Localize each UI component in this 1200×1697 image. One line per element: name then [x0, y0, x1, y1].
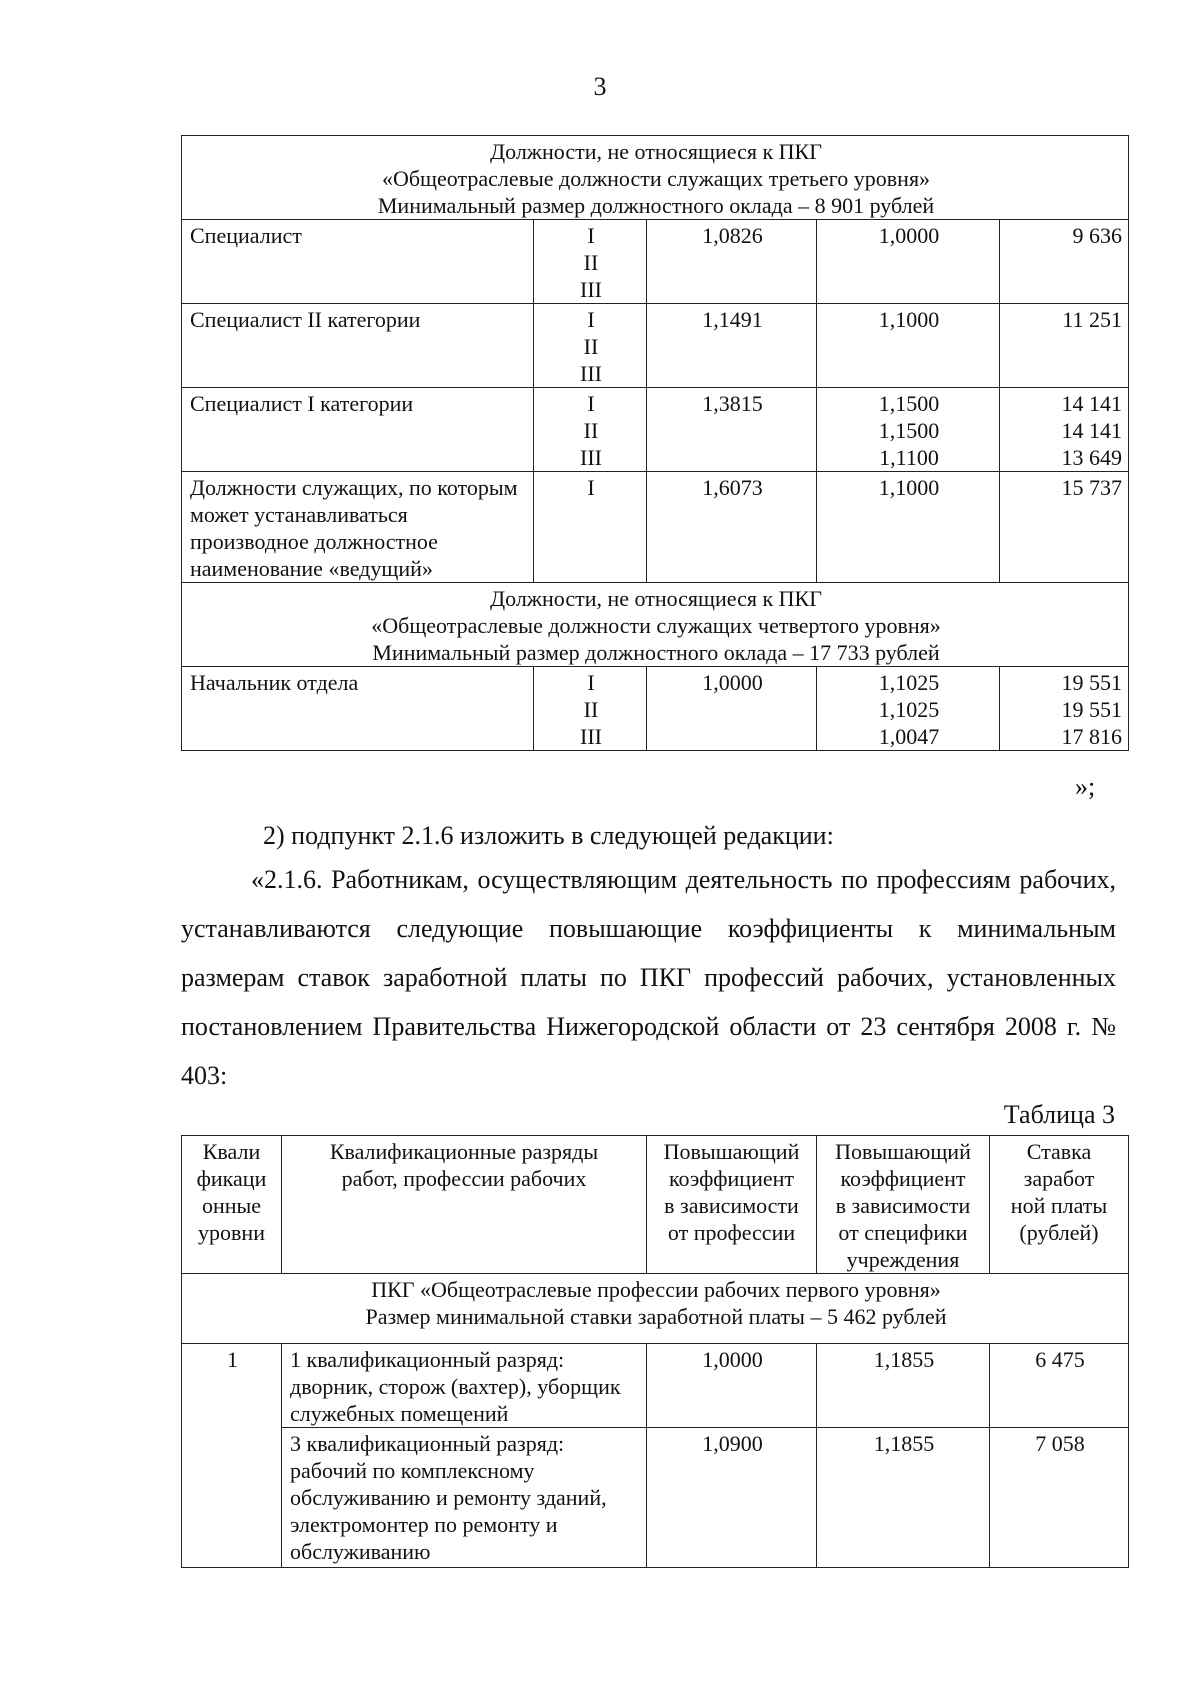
coef-cell: 1,0000	[647, 667, 817, 751]
description-cell: 3 квалификационный разряд: рабочий по комплексному обслуживанию и ремонту зданий, электромонтер по ремонту и обслуживанию	[282, 1428, 647, 1568]
level-cell: I II III	[534, 667, 647, 751]
header-level: Квали фикаци онные уровни	[182, 1136, 282, 1274]
coef-institution-cell: 1,1855	[817, 1428, 990, 1568]
position-cell: Специалист I категории	[182, 388, 534, 472]
position-cell: Начальник отдела	[182, 667, 534, 751]
section-header: Должности, не относящиеся к ПКГ «Общеотраслевые должности служащих третьего уровня» Минимальный размер должностного оклада – 8 901 рублей	[182, 136, 1129, 220]
table-row	[182, 1428, 1129, 1568]
coef-profession-cell: 1,0000	[647, 1344, 817, 1428]
salary-cell: 19 551 19 551 17 816	[1000, 667, 1129, 751]
header-grades: Квалификационные разряды работ, профессии рабочих	[282, 1136, 647, 1274]
table-row	[182, 1344, 1129, 1428]
section-header: ПКГ «Общеотраслевые профессии рабочих первого уровня» Размер минимальной ставки заработной платы – 5 462 рублей	[182, 1274, 1129, 1344]
worker-rates-table	[181, 1135, 1129, 1568]
table-row	[182, 667, 1129, 751]
table-row	[182, 472, 1129, 583]
coef-cell: 1,6073	[647, 472, 817, 583]
coef-cell: 1,3815	[647, 388, 817, 472]
rate-cell: 7 058	[990, 1428, 1129, 1568]
table-row	[182, 304, 1129, 388]
level-cell: I II III	[534, 304, 647, 388]
rate-cell: 6 475	[990, 1344, 1129, 1428]
salary-cell: 15 737	[1000, 472, 1129, 583]
header-coef-profession: Повышающий коэффициент в зависимости от профессии	[647, 1136, 817, 1274]
section-header-row	[182, 1274, 1129, 1344]
closing-quote: »;	[1075, 772, 1096, 801]
header-coef-institution: Повышающий коэффициент в зависимости от специфики учреждения	[817, 1136, 990, 1274]
coef-institution-cell: 1,1855	[817, 1344, 990, 1428]
coef2-cell: 1,0000	[817, 220, 1000, 304]
coef-cell: 1,1491	[647, 304, 817, 388]
position-cell: Должности служащих, по которым может устанавливаться производное должностное наименование «ведущий»	[182, 472, 534, 583]
table-row	[182, 220, 1129, 304]
coef2-cell: 1,1500 1,1500 1,1100	[817, 388, 1000, 472]
header-row	[182, 1136, 1129, 1274]
level-cell: 1	[182, 1344, 282, 1428]
section-header-row	[182, 136, 1129, 220]
salary-cell: 14 141 14 141 13 649	[1000, 388, 1129, 472]
level-cell: I	[534, 472, 647, 583]
coef-cell: 1,0826	[647, 220, 817, 304]
salary-cell: 11 251	[1000, 304, 1129, 388]
page-number: 3	[593, 72, 607, 101]
position-cell: Специалист II категории	[182, 304, 534, 388]
level-cell	[182, 1428, 282, 1568]
coef2-cell: 1,1025 1,1025 1,0047	[817, 667, 1000, 751]
table-caption: Таблица 3	[1003, 1100, 1115, 1129]
salary-cell: 9 636	[1000, 220, 1129, 304]
description-cell: 1 квалификационный разряд: дворник, сторож (вахтер), уборщик служебных помещений	[282, 1344, 647, 1428]
header-rate: Ставка заработ ной платы (рублей)	[990, 1136, 1129, 1274]
paragraph-intro: 2) подпункт 2.1.6 изложить в следующей редакции:	[263, 821, 834, 850]
coef2-cell: 1,1000	[817, 472, 1000, 583]
paragraph-body: «2.1.6. Работникам, осуществляющим деятельность по профессиям рабочих, устанавливаются следующие повышающие коэффициенты к минимальным размерам ставок заработной платы по ПКГ профессий рабочих, установленных постановлением Правительства Нижегородской области от 23 сентября 2008 г. № 403:	[181, 865, 1116, 1090]
coef2-cell: 1,1000	[817, 304, 1000, 388]
level-cell: I II III	[534, 388, 647, 472]
section-header: Должности, не относящиеся к ПКГ «Общеотраслевые должности служащих четвертого уровня» Минимальный размер должностного оклада – 17 733 рублей	[182, 583, 1129, 667]
level-cell: I II III	[534, 220, 647, 304]
table-row	[182, 388, 1129, 472]
salary-table-employees	[181, 135, 1129, 751]
coef-profession-cell: 1,0900	[647, 1428, 817, 1568]
section-header-row	[182, 583, 1129, 667]
position-cell: Специалист	[182, 220, 534, 304]
